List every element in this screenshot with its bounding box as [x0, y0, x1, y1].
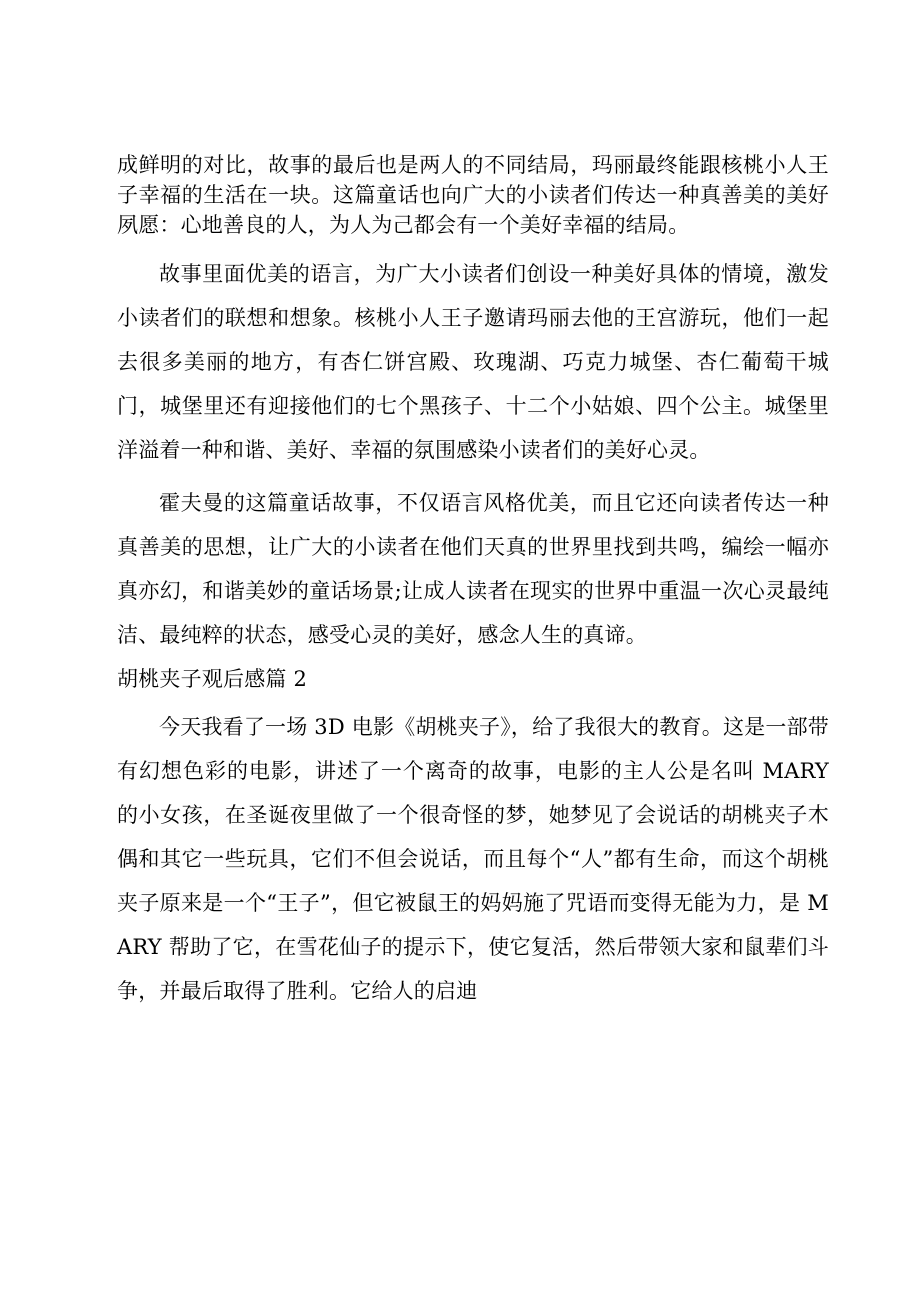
paragraph-hoffmann: 霍夫曼的这篇童话故事，不仅语言风格优美，而且它还向读者传达一种真善美的思想，让广大的小读者在他们天真的世界里找到共鸣，编绘一幅亦真亦幻，和谐美妙的童话场景;让成人读者在现实的世界中重温一次心灵最纯洁、最纯粹的状态，感受心灵的美好，感念人生的真谛。 [117, 491, 829, 647]
paragraph-language: 故事里面优美的语言，为广大小读者们创设一种美好具体的情境，激发小读者们的联想和想象。核桃小人王子邀请玛丽去他的王宫游玩，他们一起去很多美丽的地方，有杏仁饼宫殿、玫瑰湖、巧克力城堡、杏仁葡萄干城门，城堡里还有迎接他们的七个黑孩子、十二个小姑娘、四个公主。城堡里洋溢着一种和谐、美好、幸福的氛围感染小读者们的美好心灵。 [117, 262, 829, 462]
paragraph-movie-review: 今天我看了一场 3D 电影《胡桃夹子》，给了我很大的教育。这是一部带有幻想色彩的电影，讲述了一个离奇的故事，电影的主人公是名叫 MARY 的小女孩，在圣诞夜里做了一个很奇怪的梦，她梦见了会说话的胡桃夹子木偶和其它一些玩具，它们不但会说话，而且每个“人”都有生命，而这个胡桃夹子原来是一个“王子”，但它被鼠王的妈妈施了咒语而变得无能为力，是 MARY 帮助了它，在雪花仙子的提示下，使它复活，然后带领大家和鼠辈们斗争，并最后取得了胜利。它给人的启迪 [117, 715, 829, 1003]
section-title: 胡桃夹子观后感篇 2 [117, 667, 308, 691]
document-body [117, 150, 829, 1013]
paragraph-continuation: 成鲜明的对比，故事的最后也是两人的不同结局，玛丽最终能跟核桃小人王子幸福的生活在一块。这篇童话也向广大的小读者们传达一种真善美的美好夙愿：心地善良的人，为人为己都会有一个美好幸福的结局。 [117, 153, 829, 237]
